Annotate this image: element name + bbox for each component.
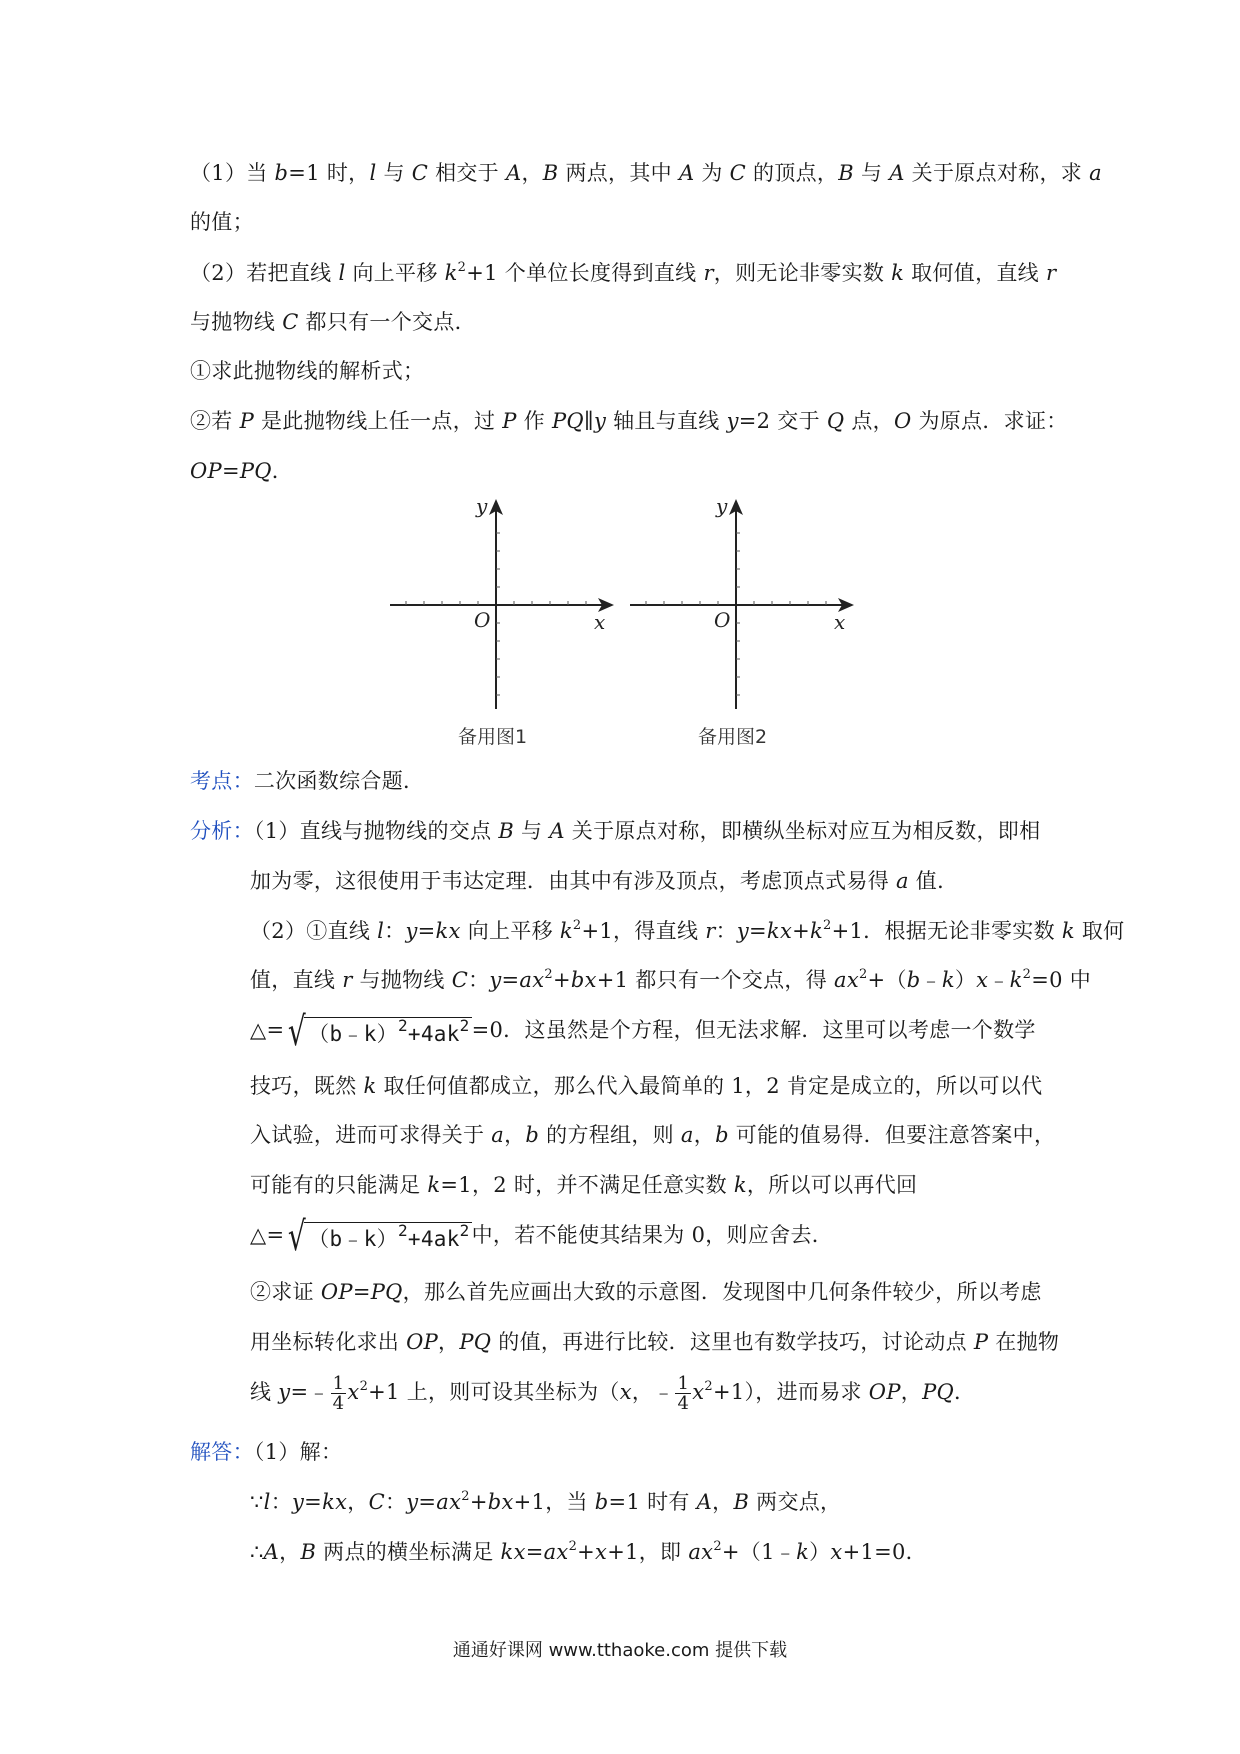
kaodian: 考点：二次函数综合题． [190, 769, 425, 793]
jieda-line1: 解答：（1）解： [190, 1440, 343, 1464]
y-axis-label: y [476, 495, 488, 518]
kaodian-label: 考点： [190, 769, 254, 793]
problem-sub2-line2: OP=PQ． [190, 459, 294, 483]
fenxi-line7: 入试验，进而可求得关于 a，b 的方程组，则 a，b 可能的值易得．但要注意答案中， [250, 1123, 1056, 1147]
coordinate-graph-2 [626, 495, 866, 715]
x-axis-label: x [594, 610, 606, 634]
fraction: $\frac{1}{4}$ [332, 1373, 345, 1414]
sqrt-expression: $√(b﹣k)^2+4ak^2$ [288, 1009, 470, 1056]
fenxi-line8: 可能有的只能满足 k=1，2 时，并不满足任意实数 k，所以可以再代回 [250, 1173, 918, 1197]
fenxi-line2: 加为零，这很使用于韦达定理．由其中有涉及顶点，考虑顶点式易得 a 值． [250, 869, 959, 893]
fenxi-line10: ②求证 OP=PQ，那么首先应画出大致的示意图．发现图中几何条件较少，所以考虑 [250, 1280, 1042, 1304]
problem-part1-line1: （1）当 b=1 时，l 与 C 相交于 A，B 两点，其中 A 为 C 的顶点，B 与 A 关于原点对称，求 a [190, 161, 1102, 185]
fenxi-line12: 线 y=﹣ $\frac{1}{4}$ $x^2+1$ 上，则可设其坐标为（x，﹣ $\frac{1}{4}$ $x^2+1$），进而易求 OP，PQ． [250, 1373, 976, 1414]
fraction: $\frac{1}{4}$ [677, 1373, 690, 1414]
fenxi-line5: $\triangle=√(b﹣k)^2+4ak^2=0$．这虽然是个方程，但无法求解．这里可以考虑一个数学 [250, 1009, 1036, 1056]
coordinate-graph-1 [386, 495, 626, 715]
fenxi-line6: 技巧，既然 k 取任何值都成立，那么代入最简单的 1，2 肯定是成立的，所以可以代 [250, 1074, 1043, 1098]
fenxi-line3: （2）①直线 l：y=kx 向上平移 $k^2+1$，得直线 r：$y=kx+k^2+1$．根据无论非零实数 k 取何 [250, 918, 1125, 943]
graph-1-caption: 备用图1 [458, 726, 528, 748]
jieda-label: 解答： [190, 1440, 254, 1464]
problem-part2-line2: 与抛物线 C 都只有一个交点． [190, 310, 476, 334]
fenxi-line1: 分析：（1）直线与抛物线的交点 B 与 A 关于原点对称，即横纵坐标对应互为相反数，即相 [190, 819, 1041, 843]
sqrt-expression: $√(b﹣k)^2+4ak^2$ [288, 1214, 470, 1261]
fenxi-line9: $\triangle=√(b﹣k)^2+4ak^2$中，若不能使其结果为 0，则应舍去． [250, 1214, 834, 1261]
problem-sub1: ①求此抛物线的解析式； [190, 359, 425, 383]
jieda-line2: ∵l：y=kx，C：$y=ax^2+bx+1$，当 b=1 时有 A，B 两交点， [250, 1489, 842, 1514]
problem-sub2-line1: ②若 P 是此抛物线上任一点，过 P 作 PQ∥y 轴且与直线 y=2 交于 Q 点，O 为原点．求证： [190, 409, 1068, 433]
fenxi-line11: 用坐标转化求出 OP，PQ 的值，再进行比较．这里也有数学技巧，讨论动点 P 在抛物 [250, 1330, 1060, 1354]
problem-part2-line1: （2）若把直线 l 向上平移 $k^2+1$ 个单位长度得到直线 r，则无论非零实数 k 取何值，直线 r [190, 260, 1057, 285]
graph-2-caption: 备用图2 [698, 726, 768, 748]
x-axis-label: x [834, 610, 846, 634]
page-footer: 通通好课网 www.tthaoke.com 提供下载 [452, 1640, 788, 1661]
jieda-line3: ∴A，B 两点的横坐标满足 $kx=ax^2+x+1$，即 $ax^2+(1﹣k)x+1=0$． [250, 1539, 927, 1564]
origin-label: O [714, 608, 731, 632]
fenxi-line4: 值，直线 r 与抛物线 C：$y=ax^2+bx+1$ 都只有一个交点，得 $ax^2+(b﹣k)x﹣k^2=0$ 中 [250, 967, 1092, 992]
problem-part1-line2: 的值； [190, 210, 254, 234]
origin-label: O [474, 608, 491, 632]
y-axis-label: y [716, 495, 728, 518]
fenxi-label: 分析： [190, 819, 254, 843]
